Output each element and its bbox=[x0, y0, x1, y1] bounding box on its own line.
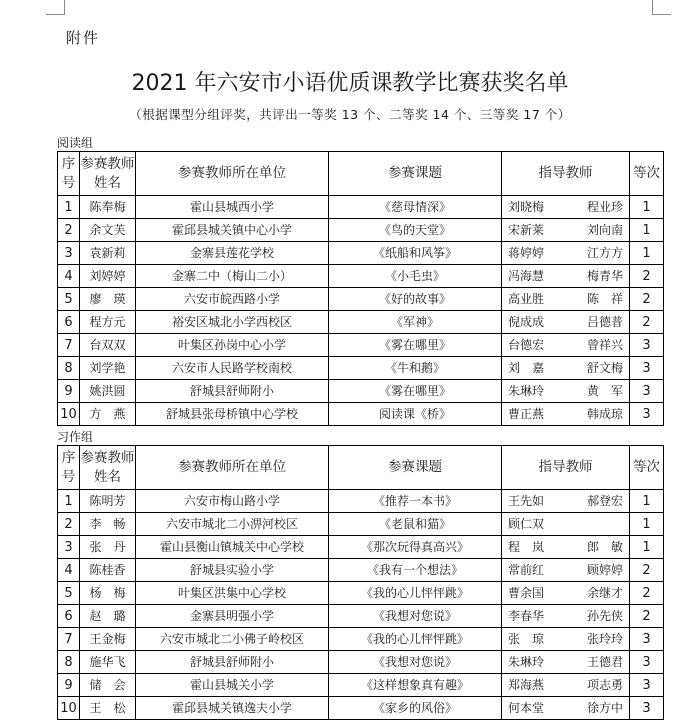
advisor-name: 陈 祥 bbox=[586, 291, 623, 306]
cell-advisors bbox=[502, 674, 630, 697]
cell-unit: 霍邱县城关镇中心小学 bbox=[136, 219, 329, 242]
cell-teacher-name: 陈桂香 bbox=[80, 559, 136, 582]
cell-award-level: 2 bbox=[630, 265, 664, 288]
cell-award-level: 1 bbox=[630, 490, 664, 513]
cell-teacher-name: 刘婷婷 bbox=[80, 265, 136, 288]
cell-award-level: 3 bbox=[630, 651, 664, 674]
advisor-name: 台德宏 bbox=[508, 337, 545, 352]
cell-teacher-name: 袁新莉 bbox=[80, 242, 136, 265]
table-row bbox=[58, 403, 664, 426]
cell-award-level: 2 bbox=[630, 311, 664, 334]
table-row bbox=[58, 311, 664, 334]
advisor-name: 郝登宏 bbox=[586, 493, 623, 508]
col-header-seq: 序号 bbox=[58, 446, 80, 490]
advisor-name: 朱琳玲 bbox=[508, 654, 545, 669]
col-header-advisor: 指导教师 bbox=[502, 152, 630, 196]
cell-teacher-name: 刘学艳 bbox=[80, 357, 136, 380]
group-label-writing: 习作组 bbox=[57, 430, 94, 444]
advisor-name: 高业胜 bbox=[508, 291, 545, 306]
cell-award-level: 1 bbox=[630, 242, 664, 265]
cell-award-level: 2 bbox=[630, 605, 664, 628]
cell-unit: 叶集区孙岗中心小学 bbox=[136, 334, 329, 357]
header-row bbox=[58, 152, 664, 196]
col-header-unit: 参赛教师所在单位 bbox=[136, 446, 329, 490]
advisor-name: 刘 嘉 bbox=[508, 360, 545, 375]
cell-advisors bbox=[502, 357, 630, 380]
cell-teacher-name: 储 会 bbox=[80, 674, 136, 697]
cell-advisors bbox=[502, 334, 630, 357]
cell-topic: 《军神》 bbox=[329, 311, 502, 334]
cell-seq: 3 bbox=[58, 242, 80, 265]
cell-teacher-name: 廖 瑛 bbox=[80, 288, 136, 311]
table-row bbox=[58, 651, 664, 674]
cell-seq: 5 bbox=[58, 582, 80, 605]
cell-teacher-name: 杨 梅 bbox=[80, 582, 136, 605]
cell-seq: 8 bbox=[58, 651, 80, 674]
cell-topic: 《那次玩得真高兴》 bbox=[329, 536, 502, 559]
cell-seq: 9 bbox=[58, 674, 80, 697]
cell-topic: 《慈母情深》 bbox=[329, 196, 502, 219]
table-row bbox=[58, 196, 664, 219]
advisor-name: 程业珍 bbox=[586, 199, 623, 214]
cell-teacher-name: 程方元 bbox=[80, 311, 136, 334]
table-row bbox=[58, 334, 664, 357]
advisor-name: 张 琼 bbox=[508, 631, 545, 646]
header-row bbox=[58, 446, 664, 490]
advisor-name: 徐方中 bbox=[586, 700, 623, 715]
cell-advisors bbox=[502, 242, 630, 265]
cell-teacher-name: 张 丹 bbox=[80, 536, 136, 559]
table-row bbox=[58, 605, 664, 628]
table-body-reading bbox=[58, 152, 664, 426]
cell-topic: 《小毛虫》 bbox=[329, 265, 502, 288]
advisor-name: 王德君 bbox=[586, 654, 623, 669]
cell-topic: 《这样想象真有趣》 bbox=[329, 674, 502, 697]
advisor-name: 冯海慧 bbox=[508, 268, 545, 283]
cell-unit: 舒城县舒师附小 bbox=[136, 651, 329, 674]
cell-topic: 阅读课《桥》 bbox=[329, 403, 502, 426]
cell-unit: 六安市梅山路小学 bbox=[136, 490, 329, 513]
advisor-name: 舒文梅 bbox=[586, 360, 623, 375]
advisor-name: 曹余国 bbox=[508, 585, 545, 600]
cell-teacher-name: 陈明芳 bbox=[80, 490, 136, 513]
cell-teacher-name: 方 燕 bbox=[80, 403, 136, 426]
cell-advisors bbox=[502, 380, 630, 403]
table-row bbox=[58, 628, 664, 651]
cell-advisors bbox=[502, 605, 630, 628]
cell-advisors bbox=[502, 311, 630, 334]
cell-topic: 《鸟的天堂》 bbox=[329, 219, 502, 242]
cell-advisors bbox=[502, 196, 630, 219]
cell-seq: 5 bbox=[58, 288, 80, 311]
advisor-name: 黄 军 bbox=[586, 383, 623, 398]
cell-seq: 10 bbox=[58, 403, 80, 426]
cell-advisors bbox=[502, 559, 630, 582]
table-row bbox=[58, 536, 664, 559]
advisor-name: 顾仁双 bbox=[508, 516, 545, 531]
table-row bbox=[58, 288, 664, 311]
advisor-name: 王先如 bbox=[508, 493, 545, 508]
cell-unit: 霍山县衡山镇城关中心学校 bbox=[136, 536, 329, 559]
cell-topic: 《推荐一本书》 bbox=[329, 490, 502, 513]
table-body-writing bbox=[58, 446, 664, 720]
award-table-writing bbox=[57, 445, 664, 720]
table-row bbox=[58, 582, 664, 605]
cell-topic: 《我的心儿怦怦跳》 bbox=[329, 582, 502, 605]
cell-advisors bbox=[502, 536, 630, 559]
col-header-teacher: 参赛教师姓名 bbox=[80, 152, 136, 196]
cell-award-level: 1 bbox=[630, 536, 664, 559]
table-row bbox=[58, 357, 664, 380]
cell-teacher-name: 施华飞 bbox=[80, 651, 136, 674]
advisor-name: 朱琳玲 bbox=[508, 383, 545, 398]
advisor-name: 张玲玲 bbox=[586, 631, 623, 646]
advisor-name: 项志勇 bbox=[586, 677, 623, 692]
group-label-reading: 阅读组 bbox=[57, 136, 94, 150]
cell-topic: 《雾在哪里》 bbox=[329, 380, 502, 403]
cell-teacher-name: 王 松 bbox=[80, 697, 136, 720]
advisor-name: 孙先侠 bbox=[586, 608, 623, 623]
col-header-teacher: 参赛教师姓名 bbox=[80, 446, 136, 490]
table-row bbox=[58, 697, 664, 720]
table-row bbox=[58, 513, 664, 536]
award-table-reading bbox=[57, 151, 664, 426]
cell-teacher-name: 余文芙 bbox=[80, 219, 136, 242]
advisor-name: 程 岚 bbox=[508, 539, 545, 554]
cell-unit: 金寨县莲花学校 bbox=[136, 242, 329, 265]
cell-teacher-name: 赵 璐 bbox=[80, 605, 136, 628]
advisor-name: 常前红 bbox=[508, 562, 545, 577]
cell-seq: 6 bbox=[58, 311, 80, 334]
cell-advisors bbox=[502, 628, 630, 651]
cell-unit: 金寨二中（梅山二小） bbox=[136, 265, 329, 288]
cell-seq: 7 bbox=[58, 334, 80, 357]
col-header-topic: 参赛课题 bbox=[329, 446, 502, 490]
advisor-name: 曾祥兴 bbox=[586, 337, 623, 352]
cell-advisors bbox=[502, 490, 630, 513]
cell-seq: 2 bbox=[58, 219, 80, 242]
table-row bbox=[58, 674, 664, 697]
cell-award-level: 2 bbox=[630, 288, 664, 311]
advisor-name: 梅青华 bbox=[586, 268, 623, 283]
cell-topic: 《好的故事》 bbox=[329, 288, 502, 311]
cell-unit: 裕安区城北小学西校区 bbox=[136, 311, 329, 334]
cell-unit: 霍山县城关小学 bbox=[136, 674, 329, 697]
advisor-name: 曹正燕 bbox=[508, 406, 545, 421]
cell-topic: 《家乡的风俗》 bbox=[329, 697, 502, 720]
cell-topic: 《雾在哪里》 bbox=[329, 334, 502, 357]
page-corner-mark-right bbox=[652, 0, 671, 15]
page-corner-mark-left bbox=[46, 0, 65, 15]
advisor-name: 蒋婷婷 bbox=[508, 245, 545, 260]
page-title: 2021 年六安市小语优质课教学比赛获奖名单 bbox=[131, 71, 569, 96]
cell-seq: 9 bbox=[58, 380, 80, 403]
cell-award-level: 3 bbox=[630, 697, 664, 720]
advisor-name: 韩成琼 bbox=[586, 406, 623, 421]
cell-unit: 舒城县张母桥镇中心学校 bbox=[136, 403, 329, 426]
table-row bbox=[58, 490, 664, 513]
cell-seq: 1 bbox=[58, 196, 80, 219]
cell-seq: 10 bbox=[58, 697, 80, 720]
cell-seq: 3 bbox=[58, 536, 80, 559]
cell-award-level: 1 bbox=[630, 219, 664, 242]
cell-award-level: 3 bbox=[630, 403, 664, 426]
table-row bbox=[58, 559, 664, 582]
cell-award-level: 1 bbox=[630, 196, 664, 219]
cell-topic: 《我有一个想法》 bbox=[329, 559, 502, 582]
cell-award-level: 3 bbox=[630, 357, 664, 380]
col-header-unit: 参赛教师所在单位 bbox=[136, 152, 329, 196]
col-header-seq: 序号 bbox=[58, 152, 80, 196]
cell-advisors bbox=[502, 582, 630, 605]
cell-award-level: 3 bbox=[630, 334, 664, 357]
cell-advisors bbox=[502, 513, 630, 536]
cell-seq: 1 bbox=[58, 490, 80, 513]
cell-advisors bbox=[502, 219, 630, 242]
table-row bbox=[58, 242, 664, 265]
cell-seq: 6 bbox=[58, 605, 80, 628]
cell-unit: 六安市人民路学校南校 bbox=[136, 357, 329, 380]
cell-advisors bbox=[502, 697, 630, 720]
cell-advisors bbox=[502, 403, 630, 426]
table-row bbox=[58, 380, 664, 403]
cell-topic: 《纸船和风筝》 bbox=[329, 242, 502, 265]
cell-seq: 4 bbox=[58, 559, 80, 582]
cell-unit: 霍山县城西小学 bbox=[136, 196, 329, 219]
cell-seq: 7 bbox=[58, 628, 80, 651]
cell-topic: 《牛和鹅》 bbox=[329, 357, 502, 380]
col-header-level: 等次 bbox=[630, 446, 664, 490]
cell-topic: 《我想对您说》 bbox=[329, 605, 502, 628]
cell-topic: 《我想对您说》 bbox=[329, 651, 502, 674]
cell-unit: 六安市城北二小淠河校区 bbox=[136, 513, 329, 536]
cell-topic: 《老鼠和猫》 bbox=[329, 513, 502, 536]
advisor-name: 郑海燕 bbox=[508, 677, 545, 692]
cell-topic: 《我的心儿怦怦跳》 bbox=[329, 628, 502, 651]
advisor-name: 余继才 bbox=[586, 585, 623, 600]
cell-award-level: 2 bbox=[630, 582, 664, 605]
advisor-name: 顾婷婷 bbox=[586, 562, 623, 577]
cell-award-level: 2 bbox=[630, 559, 664, 582]
cell-seq: 2 bbox=[58, 513, 80, 536]
cell-advisors bbox=[502, 288, 630, 311]
cell-advisors bbox=[502, 651, 630, 674]
advisor-name: 江方方 bbox=[586, 245, 623, 260]
cell-unit: 叶集区洪集中心学校 bbox=[136, 582, 329, 605]
cell-unit: 金寨县明强小学 bbox=[136, 605, 329, 628]
cell-unit: 舒城县实验小学 bbox=[136, 559, 329, 582]
cell-seq: 4 bbox=[58, 265, 80, 288]
advisor-name: 李春华 bbox=[508, 608, 545, 623]
col-header-level: 等次 bbox=[630, 152, 664, 196]
cell-teacher-name: 王金梅 bbox=[80, 628, 136, 651]
advisor-name: 何本堂 bbox=[508, 700, 545, 715]
cell-teacher-name: 陈奉梅 bbox=[80, 196, 136, 219]
cell-teacher-name: 姚洪圆 bbox=[80, 380, 136, 403]
attachment-label: 附件 bbox=[66, 29, 101, 47]
cell-unit: 六安市皖西路小学 bbox=[136, 288, 329, 311]
col-header-topic: 参赛课题 bbox=[329, 152, 502, 196]
cell-teacher-name: 李 畅 bbox=[80, 513, 136, 536]
table-row bbox=[58, 265, 664, 288]
cell-award-level: 3 bbox=[630, 628, 664, 651]
cell-unit: 舒城县舒师附小 bbox=[136, 380, 329, 403]
cell-award-level: 3 bbox=[630, 674, 664, 697]
advisor-name: 宋新莱 bbox=[508, 222, 545, 237]
cell-unit: 六安市城北二小佛子岭校区 bbox=[136, 628, 329, 651]
advisor-name: 刘向南 bbox=[586, 222, 623, 237]
cell-award-level: 1 bbox=[630, 513, 664, 536]
col-header-advisor: 指导教师 bbox=[502, 446, 630, 490]
advisor-name: 倪成成 bbox=[508, 314, 545, 329]
page-subtitle: （根据课型分组评奖，共评出一等奖 13 个、二等奖 14 个、三等奖 17 个） bbox=[129, 107, 571, 122]
cell-teacher-name: 台双双 bbox=[80, 334, 136, 357]
cell-seq: 8 bbox=[58, 357, 80, 380]
table-row bbox=[58, 219, 664, 242]
cell-award-level: 3 bbox=[630, 380, 664, 403]
advisor-name: 郎 敏 bbox=[586, 539, 623, 554]
cell-advisors bbox=[502, 265, 630, 288]
advisor-name: 刘晓梅 bbox=[508, 199, 545, 214]
cell-unit: 霍邱县城关镇逸夫小学 bbox=[136, 697, 329, 720]
advisor-name: 吕德普 bbox=[586, 314, 623, 329]
